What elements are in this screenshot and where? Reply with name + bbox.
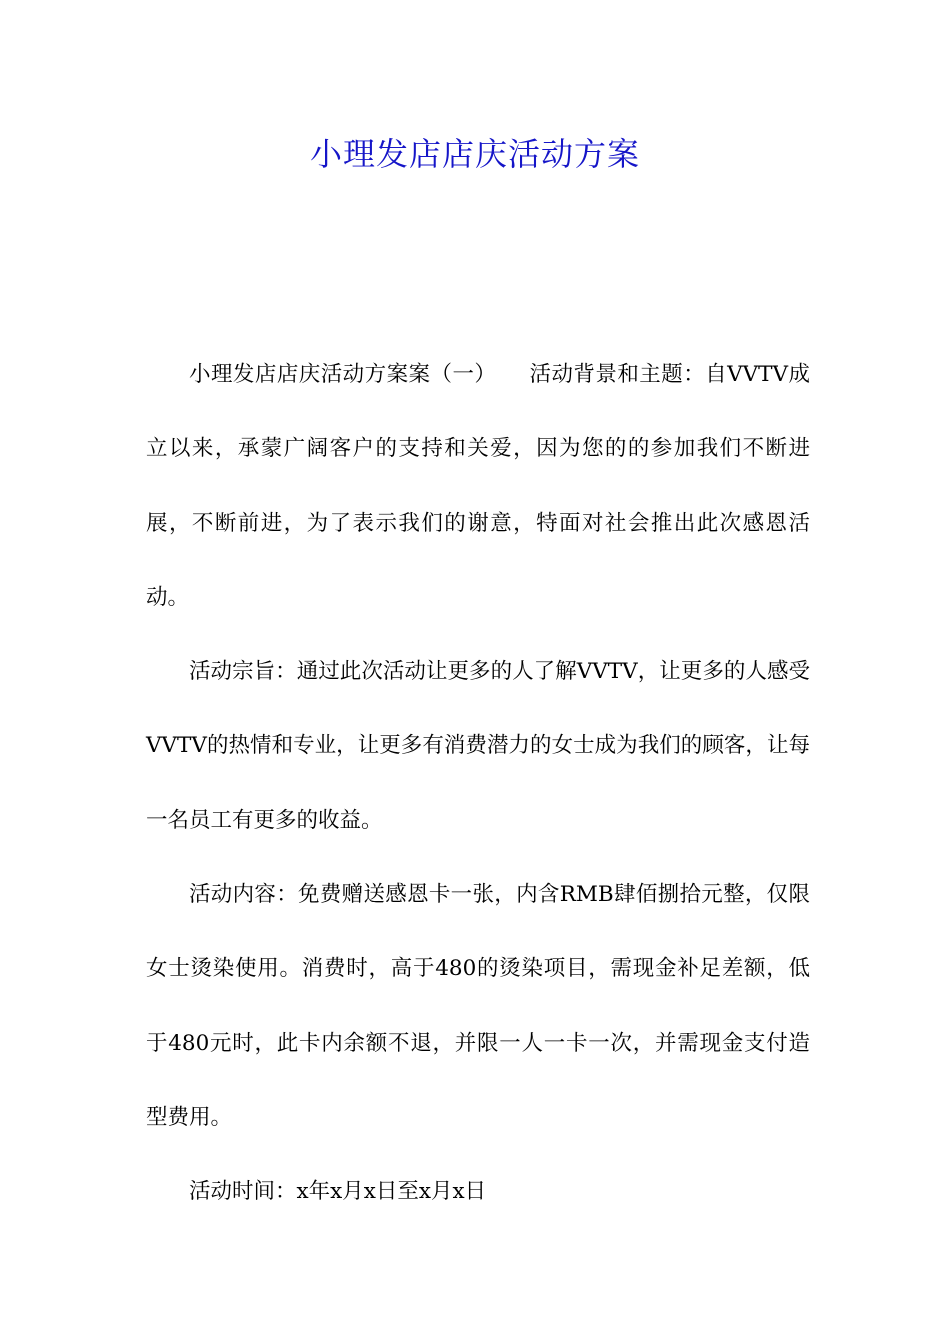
document-body [146,338,810,1230]
document-title: 小理发店店庆活动方案 [309,135,640,173]
paragraph-background: 小理发店店庆活动方案案（一） 活动背景和主题：自VVTV成立以来，承蒙广阔客户的支持和关爱，因为您的的参加我们不断进展，不断前进，为了表示我们的谢意，特面对社会推出此次感恩活动。 [146,362,810,610]
paragraph-time: 活动时间：x年x月x日至x月x日 [189,1179,487,1205]
paragraph-content: 活动内容：免费赠送感恩卡一张，内含RMB肆佰捌拾元整，仅限女士烫染使用。消费时，高于480的烫染项目，需现金补足差额，低于480元时，此卡内余额不退，并限一人一卡一次，并需现金支付造型费用。 [146,882,810,1130]
paragraph-purpose: 活动宗旨：通过此次活动让更多的人了解VVTV，让更多的人感受VVTV的热情和专业，让更多有消费潜力的女士成为我们的顾客，让每一名员工有更多的收益。 [146,659,810,833]
